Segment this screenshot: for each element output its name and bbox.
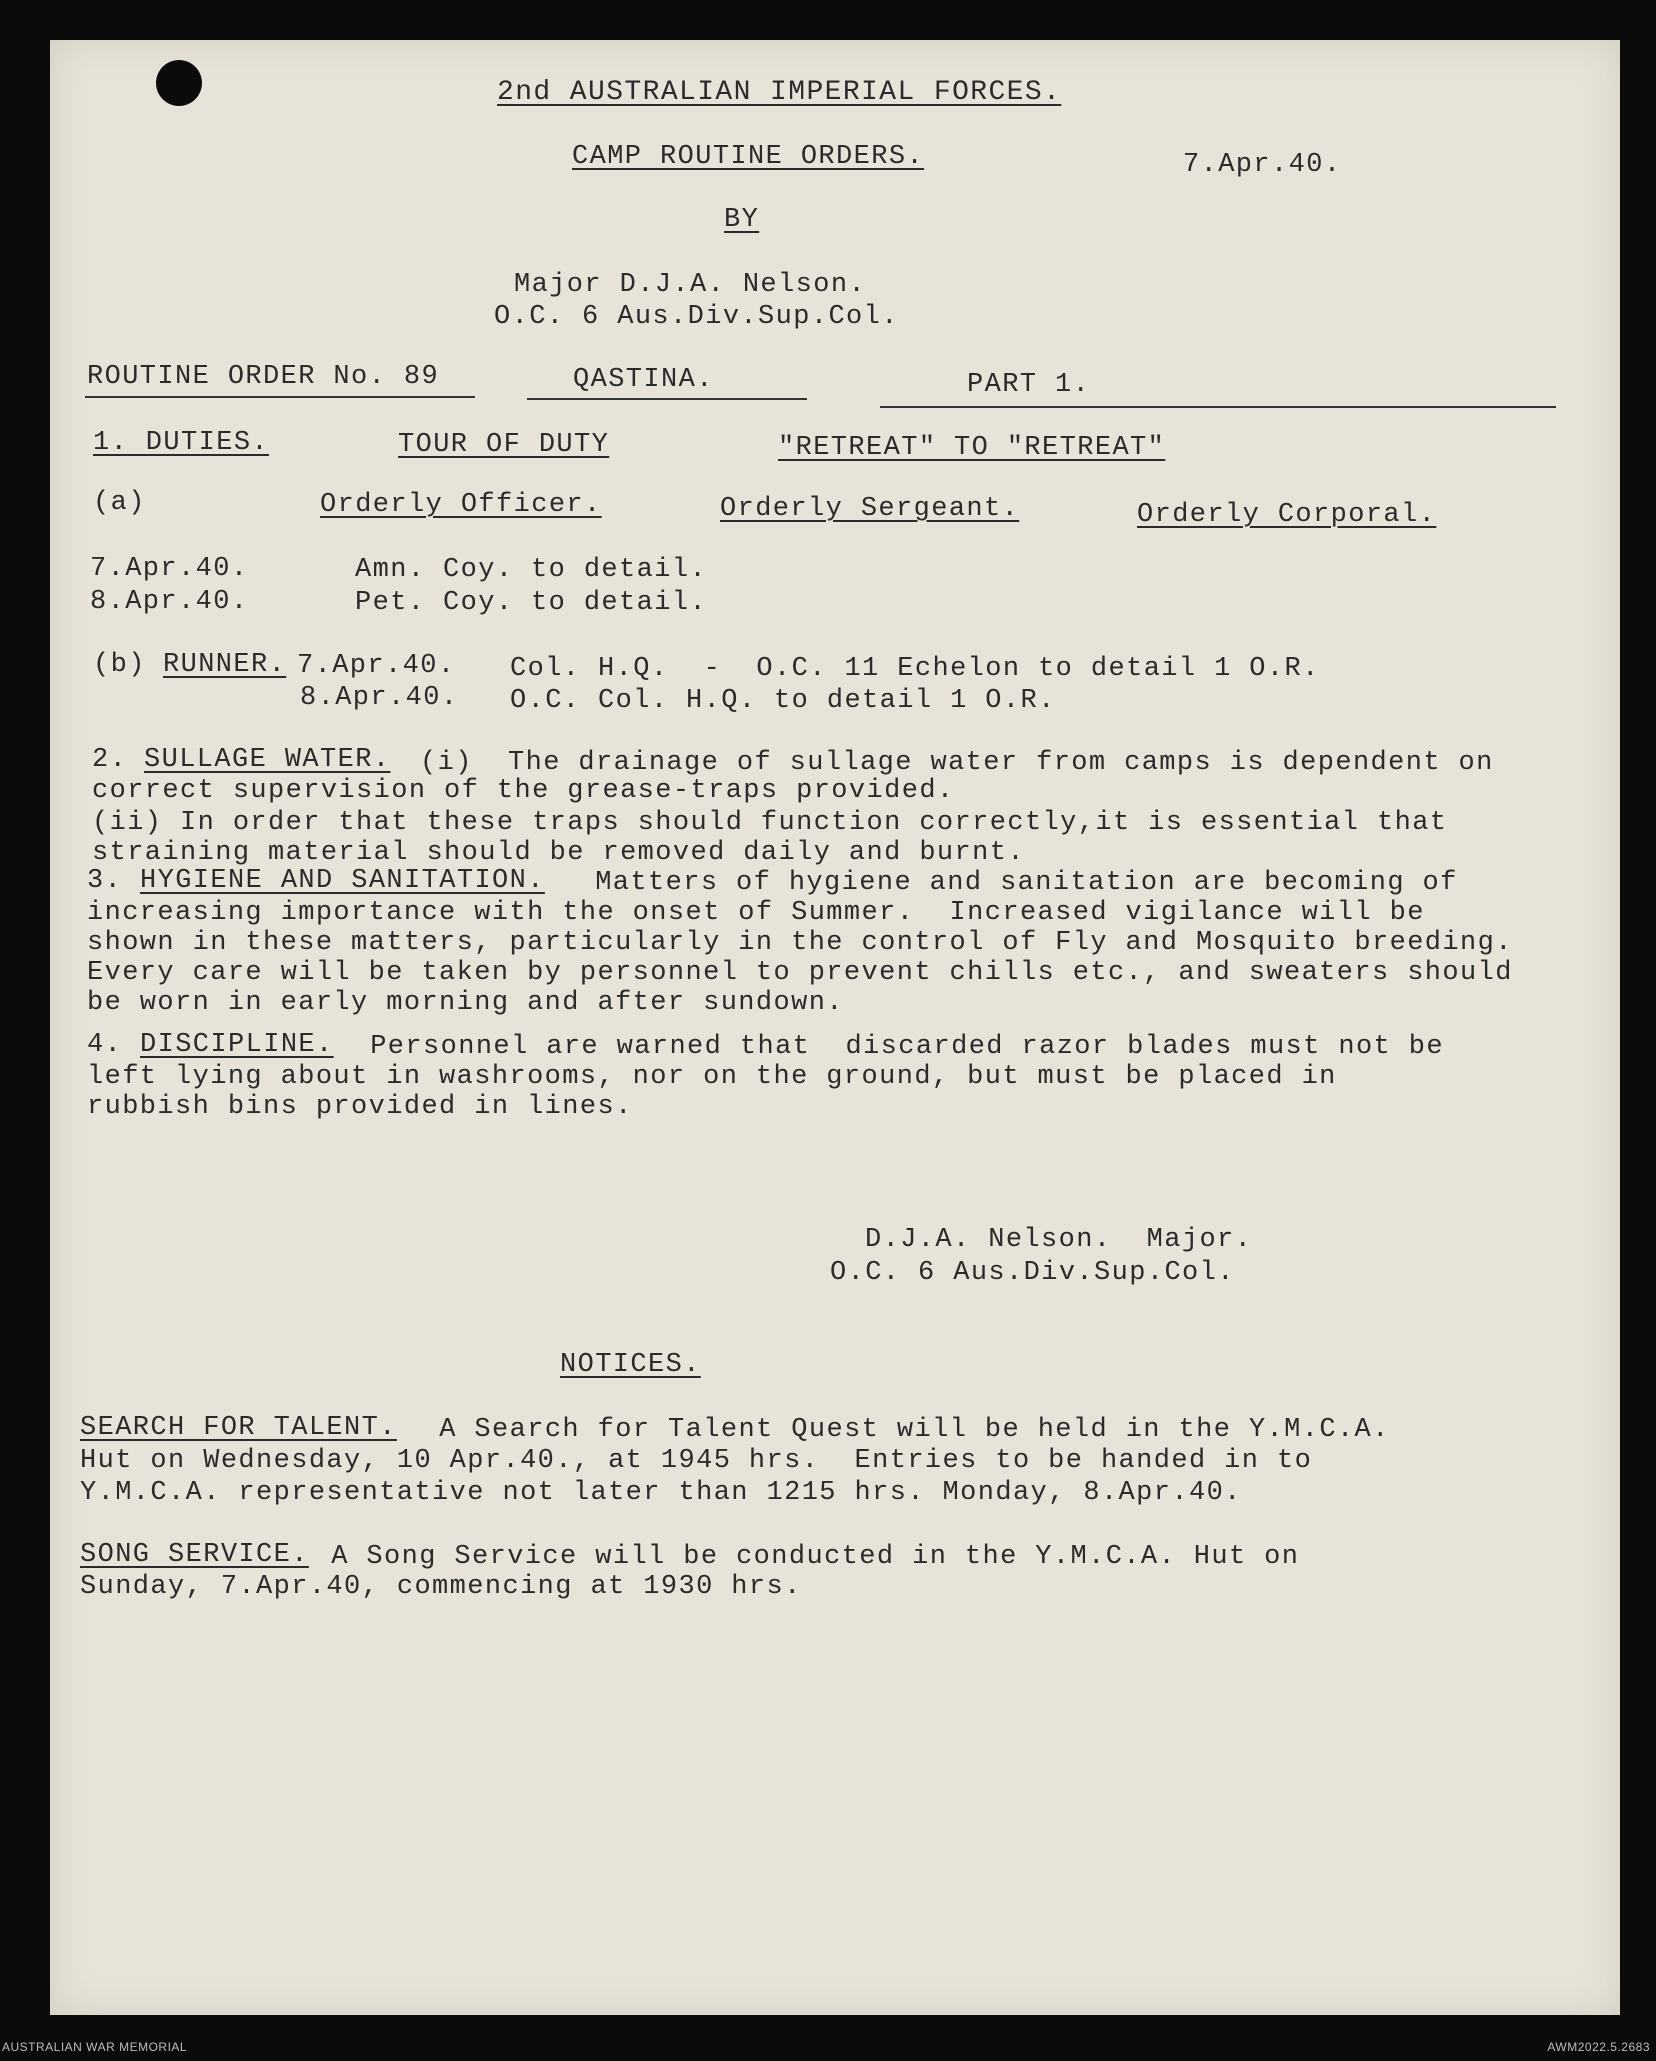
runner-label: RUNNER. <box>163 650 287 680</box>
order-rule-left <box>85 396 475 398</box>
item-2-line: straining material should be removed daily and burnt. <box>92 838 1025 868</box>
song-line: Sunday, 7.Apr.40, commencing at 1930 hrs. <box>80 1572 802 1602</box>
runner-row-detail: O.C. Col. H.Q. to detail 1 O.R. <box>510 686 1056 716</box>
duty-row-detail: Amn. Coy. to detail. <box>355 555 708 585</box>
item-3-heading: HYGIENE AND SANITATION. <box>140 866 545 896</box>
notices-heading: NOTICES. <box>560 1350 701 1380</box>
document-title: 2nd AUSTRALIAN IMPERIAL FORCES. <box>497 77 1062 108</box>
signature-name: D.J.A. Nelson. Major. <box>865 1225 1253 1255</box>
item-3-line: increasing importance with the onset of Summer. Increased vigilance will be <box>87 898 1425 928</box>
song-line: A Song Service will be conducted in the Y.M.C.A. Hut on <box>296 1542 1300 1572</box>
document-subtitle: CAMP ROUTINE ORDERS. <box>572 142 925 172</box>
duty-row-date: 8.Apr.40. <box>90 587 249 617</box>
item-3-line: Matters of hygiene and sanitation are becoming of <box>560 868 1458 898</box>
document-date: 7.Apr.40. <box>1183 150 1342 180</box>
talent-line: Hut on Wednesday, 10 Apr.40., at 1945 hrs. Entries to be handed in to <box>80 1446 1313 1476</box>
duties-heading: 1. DUTIES. <box>93 428 270 458</box>
by-label: BY <box>724 205 760 235</box>
item-2-line: (ii) In order that these traps should function correctly,it is essential that <box>92 808 1448 838</box>
item-4-line: left lying about in washrooms, nor on the ground, but must be placed in <box>87 1062 1337 1092</box>
item-2-line: correct supervision of the grease-traps provided. <box>92 776 955 806</box>
item-4-number: 4. <box>87 1030 123 1060</box>
footer-archive-name: AUSTRALIAN WAR MEMORIAL <box>2 2040 188 2054</box>
author-unit: O.C. 6 Aus.Div.Sup.Col. <box>494 302 899 332</box>
duty-row-detail: Pet. Coy. to detail. <box>355 588 708 618</box>
document-page <box>50 40 1620 2015</box>
footer-accession-number: AWM2022.5.2683 <box>1547 2040 1650 2054</box>
item-3-line: be worn in early morning and after sundown. <box>87 988 844 1018</box>
item-4-line: Personnel are warned that discarded razor blades must not be <box>335 1032 1444 1062</box>
item-3-number: 3. <box>87 866 123 896</box>
author-name: Major D.J.A. Nelson. <box>514 270 867 300</box>
column-orderly-sergeant: Orderly Sergeant. <box>720 494 1020 524</box>
runner-row-date: 7.Apr.40. <box>297 651 456 681</box>
talent-line: Y.M.C.A. representative not later than 1215 hrs. Monday, 8.Apr.40. <box>80 1478 1242 1508</box>
runner-row-date: 8.Apr.40. <box>300 683 459 713</box>
duties-sub-b: (b) <box>93 650 146 680</box>
routine-order-number: ROUTINE ORDER No. 89 <box>87 362 440 392</box>
talent-heading: SEARCH FOR TALENT. <box>80 1413 397 1443</box>
item-4-line: rubbish bins provided in lines. <box>87 1092 633 1122</box>
signature-unit: O.C. 6 Aus.Div.Sup.Col. <box>830 1258 1235 1288</box>
order-rule-mid <box>527 398 807 400</box>
punch-hole <box>156 60 202 106</box>
order-location: QASTINA. <box>573 365 714 395</box>
talent-line: A Search for Talent Quest will be held in the Y.M.C.A. <box>404 1415 1390 1445</box>
duty-row-date: 7.Apr.40. <box>90 554 249 584</box>
item-3-line: Every care will be taken by personnel to prevent chills etc., and sweaters should <box>87 958 1513 988</box>
order-part: PART 1. <box>967 370 1091 400</box>
column-orderly-corporal: Orderly Corporal. <box>1137 500 1437 530</box>
tour-of-duty-value: "RETREAT" TO "RETREAT" <box>778 433 1166 463</box>
item-4-heading: DISCIPLINE. <box>140 1030 334 1060</box>
order-rule-right <box>880 406 1556 408</box>
column-orderly-officer: Orderly Officer. <box>320 490 602 520</box>
tour-of-duty-label: TOUR OF DUTY <box>398 430 610 460</box>
item-2-number: 2. <box>92 745 128 775</box>
runner-row-detail: Col. H.Q. - O.C. 11 Echelon to detail 1 O.R. <box>510 654 1320 684</box>
duties-sub-a: (a) <box>93 488 146 518</box>
item-3-line: shown in these matters, particularly in the control of Fly and Mosquito breeding. <box>87 928 1513 958</box>
item-2-heading: SULLAGE WATER. <box>144 745 391 775</box>
item-2-line: (i) The drainage of sullage water from camps is dependent on <box>420 748 1494 778</box>
song-heading: SONG SERVICE. <box>80 1540 309 1570</box>
